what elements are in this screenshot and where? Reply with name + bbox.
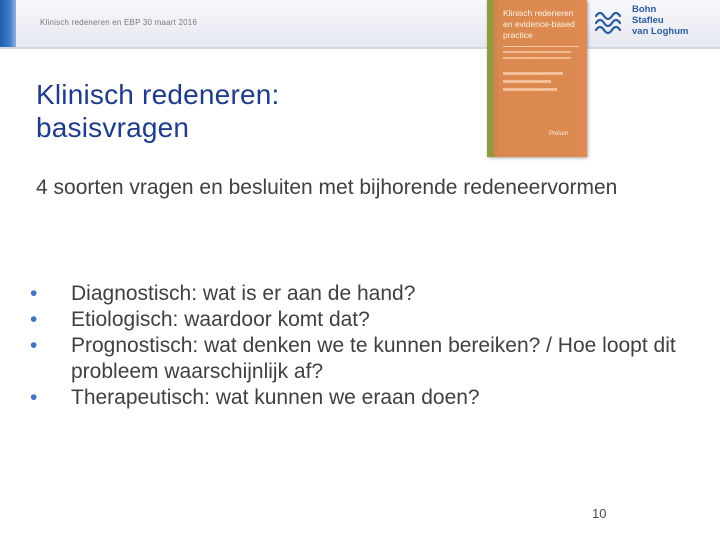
logo-line-2: Stafleu — [632, 15, 664, 26]
publisher-logo-text — [632, 4, 688, 37]
bullet-item — [30, 333, 710, 385]
page-number: 10 — [592, 506, 607, 521]
logo-line-1: Bohn — [632, 4, 657, 15]
slide-title-line-2: basisvragen — [36, 112, 190, 143]
publisher-logo — [592, 4, 712, 42]
header-text: Klinisch redeneren en EBP 30 maart 2016 — [40, 18, 198, 27]
bullet-icon: • — [30, 282, 38, 305]
bsl-logo-icon — [592, 6, 626, 40]
bullet-text: Etiologisch: waardoor komt dat? — [71, 308, 370, 331]
slide-title — [36, 78, 280, 144]
header-accent-bar — [0, 0, 16, 47]
bullet-item — [30, 281, 710, 307]
slide-subtitle: 4 soorten vragen en besluiten met bijhorende redeneervormen — [36, 176, 618, 199]
bullet-text: Therapeutisch: wat kunnen we eraan doen? — [71, 386, 480, 409]
bullet-icon: • — [30, 334, 38, 357]
logo-line-3: van Loghum — [632, 26, 689, 37]
book-cover-image — [487, 0, 587, 157]
header-divider — [0, 47, 720, 49]
book-title: Klinisch redeneren en evidence-based practice — [503, 8, 575, 40]
book-authors-lines — [503, 72, 563, 96]
book-spine — [487, 0, 493, 157]
bullet-text: Prognostisch: wat denken we te kunnen bereiken? / Hoe loopt dit probleem waarschijnlijk af? — [71, 334, 676, 383]
bullet-text: Diagnostisch: wat is er aan de hand? — [71, 282, 416, 305]
book-subtitle-lines — [503, 46, 579, 63]
bullet-item — [30, 307, 710, 333]
bullet-list — [30, 281, 710, 411]
bullet-icon: • — [30, 308, 38, 331]
slide-title-line-1: Klinisch redeneren: — [36, 79, 280, 110]
book-publisher: Prelum — [549, 131, 569, 137]
bullet-icon: • — [30, 386, 38, 409]
bullet-item — [30, 385, 710, 411]
